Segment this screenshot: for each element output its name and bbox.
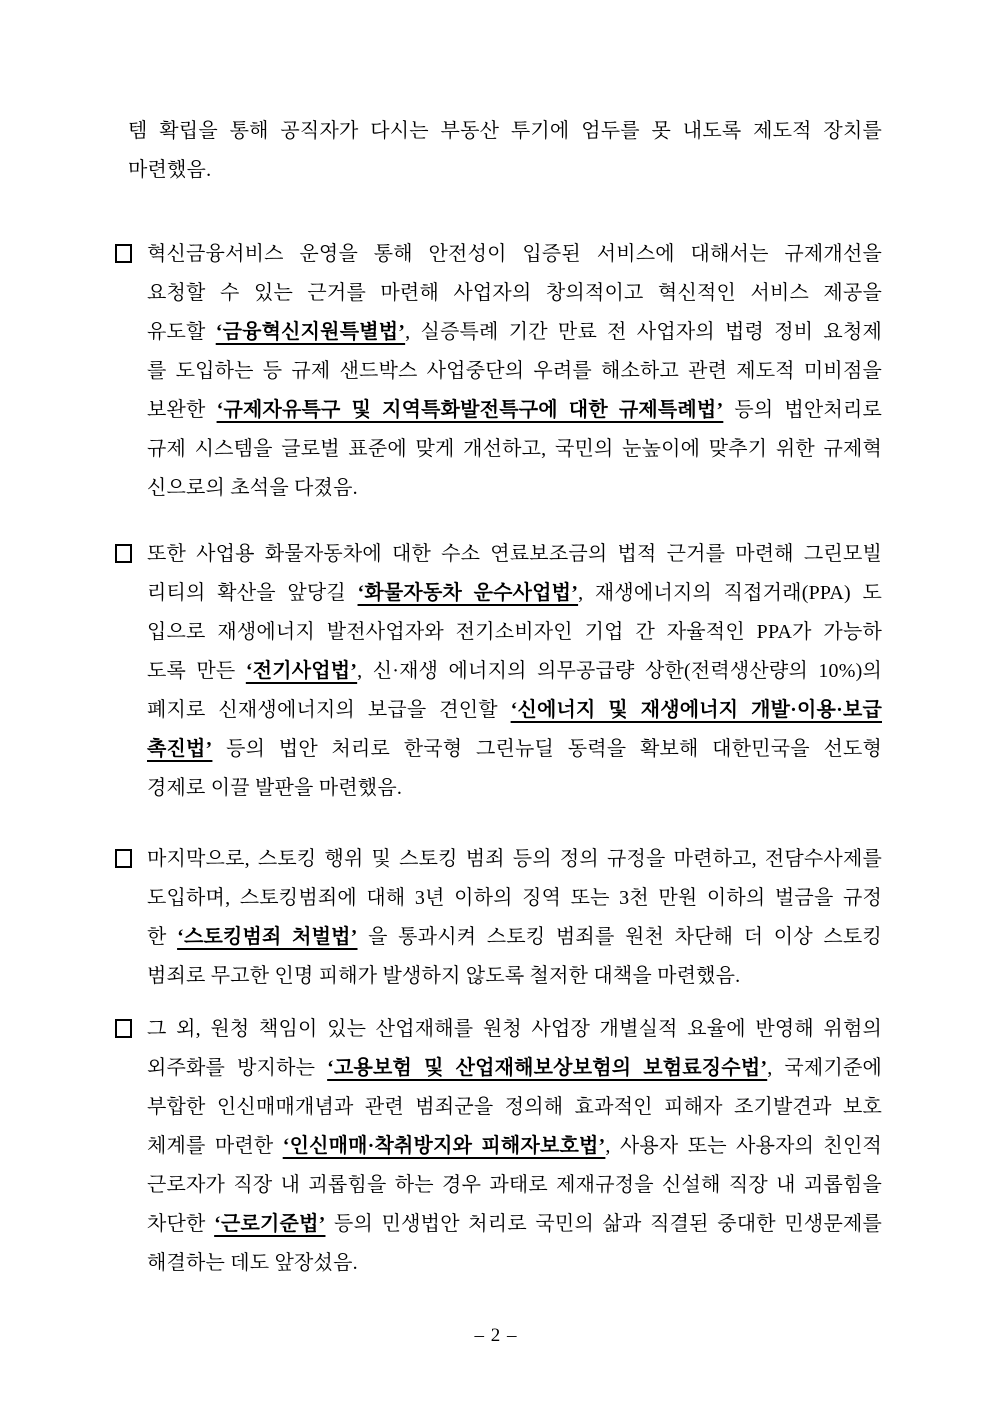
text-line [147, 730, 882, 769]
text-line [147, 840, 882, 879]
law-name-emphasis: ‘근로기준법’ [214, 1213, 326, 1235]
text-run: , 신·재생 에너지의 의무공급량 상한(전력생산량의 10%)의 [357, 660, 882, 682]
paragraph [115, 235, 882, 508]
paragraph-lines [147, 535, 882, 808]
paragraph [115, 535, 882, 808]
law-name-emphasis: ‘화물자동차 운수사업법’ [357, 582, 579, 604]
text-run: 부합한 인신매매개념과 관련 범죄군을 정의해 효과적인 피해자 조기발견과 보호 [147, 1096, 882, 1118]
law-name-emphasis: ‘규제자유특구 및 지역특화발전특구에 대한 규제특례법’ [216, 399, 724, 421]
law-name-emphasis: ‘스토킹범죄 처벌법’ [177, 926, 358, 948]
text-line [147, 1088, 882, 1127]
text-line [128, 112, 882, 151]
text-run: 차단한 [147, 1213, 215, 1235]
text-run: 근로자가 직장 내 괴롭힘을 하는 경우 과태로 제재규정을 신설해 직장 내 괴롭힘을 [147, 1174, 882, 1196]
text-line [147, 652, 882, 691]
text-line [147, 957, 882, 996]
text-run: , 국제기준에 [767, 1057, 883, 1079]
text-line [147, 918, 882, 957]
checkbox-square-shape [115, 1019, 132, 1038]
text-run: 보완한 [147, 399, 217, 421]
text-run: 리티의 확산을 앞당길 [147, 582, 358, 604]
text-line [147, 769, 882, 808]
text-run: , 재생에너지의 직접거래(PPA) 도 [578, 582, 883, 604]
text-line [147, 1127, 882, 1166]
text-line [147, 391, 882, 430]
text-run: 외주화를 방지하는 [147, 1057, 328, 1079]
text-run: 도록 만든 [147, 660, 246, 682]
text-run: 경제로 이끌 발판을 마련했음. [147, 777, 403, 799]
text-line [147, 574, 882, 613]
text-run: 해결하는 데도 앞장섰음. [147, 1252, 358, 1274]
text-run: 등의 법안 처리로 한국형 그린뉴딜 동력을 확보해 대한민국을 선도형 [212, 738, 882, 760]
text-line [147, 469, 882, 508]
text-line [147, 1205, 882, 1244]
text-run: 도입하며, 스토킹범죄에 대해 3년 이하의 징역 또는 3천 만원 이하의 벌금을 규정 [147, 887, 882, 909]
text-line [147, 613, 882, 652]
text-run: 유도할 [147, 321, 216, 343]
text-run: 또한 사업용 화물자동차에 대한 수소 연료보조금의 법적 근거를 마련해 그린모빌 [147, 543, 882, 565]
text-run: 을 통과시켜 스토킹 범죄를 원천 차단해 더 이상 스토킹 [357, 926, 882, 948]
text-line [147, 352, 882, 391]
text-run: 범죄로 무고한 인명 피해가 발생하지 않도록 철저한 대책을 마련했음. [147, 965, 741, 987]
page-footer [0, 1325, 992, 1347]
law-name-emphasis: ‘고용보험 및 산업재해보상보험의 보험료징수법’ [327, 1057, 768, 1079]
text-run: 한 [147, 926, 178, 948]
paragraph [115, 1010, 882, 1283]
checkbox-bullet-icon [115, 840, 147, 996]
checkbox-bullet-icon [115, 1010, 147, 1283]
law-name-emphasis: ‘신에너지 및 재생에너지 개발·이용·보급 [510, 699, 882, 721]
text-line [147, 430, 882, 469]
paragraph-lines [147, 235, 882, 508]
text-run: , 실증특례 기간 만료 전 사업자의 법령 정비 요청제 [405, 321, 882, 343]
checkbox-square-shape [115, 244, 132, 263]
text-line [147, 1244, 882, 1283]
text-run: 체계를 마련한 [147, 1135, 283, 1157]
text-run: 를 도입하는 등 규제 샌드박스 사업중단의 우려를 해소하고 관련 제도적 미비점을 [147, 360, 882, 382]
text-run: 혁신금융서비스 운영을 통해 안전성이 입증된 서비스에 대해서는 규제개선을 [147, 243, 882, 265]
law-name-emphasis: 촉진법’ [147, 738, 213, 760]
page-number: – 2 – [474, 1325, 518, 1346]
paragraph-lines [147, 840, 882, 996]
text-run: 규제 시스템을 글로벌 표준에 맞게 개선하고, 국민의 눈높이에 맞추기 위한 규제혁 [147, 438, 882, 460]
checkbox-square-shape [115, 544, 132, 563]
text-line [147, 1166, 882, 1205]
text-line [147, 691, 882, 730]
text-line [147, 879, 882, 918]
text-line [128, 151, 882, 190]
text-run: 그 외, 원청 책임이 있는 산업재해를 원청 사업장 개별실적 요율에 반영해 위험의 [147, 1018, 882, 1040]
text-run: 템 확립을 통해 공직자가 다시는 부동산 투기에 엄두를 못 내도록 제도적 장치를 [128, 120, 882, 142]
text-run: 폐지로 신재생에너지의 보급을 견인할 [147, 699, 511, 721]
text-line [147, 313, 882, 352]
text-line [147, 235, 882, 274]
text-run: 신으로의 초석을 다졌음. [147, 477, 358, 499]
text-run: 요청할 수 있는 근거를 마련해 사업자의 창의적이고 혁신적인 서비스 제공을 [147, 282, 882, 304]
text-run: , 사용자 또는 사용자의 친인적 [605, 1135, 882, 1157]
law-name-emphasis: ‘금융혁신지원특별법’ [215, 321, 406, 343]
checkbox-bullet-icon [115, 235, 147, 508]
text-run: 등의 민생법안 처리로 국민의 삶과 직결된 중대한 민생문제를 [325, 1213, 882, 1235]
text-line [147, 1049, 882, 1088]
text-run: 마지막으로, 스토킹 행위 및 스토킹 범죄 등의 정의 규정을 마련하고, 전담수사제를 [147, 848, 882, 870]
paragraph [115, 840, 882, 996]
text-run: 등의 법안처리로 [723, 399, 882, 421]
paragraph-lines [147, 1010, 882, 1283]
text-line [147, 274, 882, 313]
text-line [147, 1010, 882, 1049]
text-run: 마련했음. [128, 159, 212, 181]
law-name-emphasis: ‘전기사업법’ [245, 660, 358, 682]
checkbox-bullet-icon [115, 535, 147, 808]
paragraph-lines [128, 112, 882, 190]
checkbox-square-shape [115, 849, 132, 868]
text-run: 입으로 재생에너지 발전사업자와 전기소비자인 기업 간 자율적인 PPA가 가능하 [147, 621, 882, 643]
paragraph [128, 112, 882, 190]
text-line [147, 535, 882, 574]
law-name-emphasis: ‘인신매매·착취방지와 피해자보호법’ [282, 1135, 606, 1157]
